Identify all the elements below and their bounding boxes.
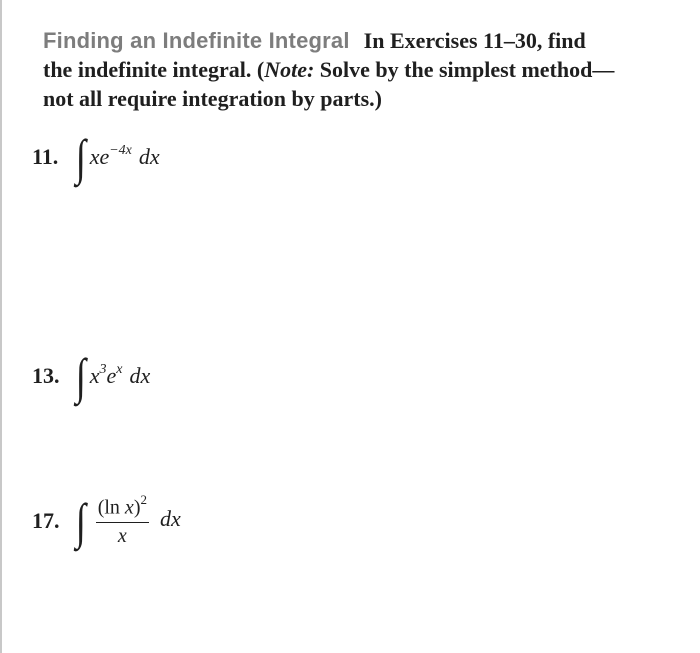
integral-sign-icon: ∫ xyxy=(75,493,86,549)
differential: dx xyxy=(129,363,151,388)
exercise-17 xyxy=(32,491,181,551)
fraction xyxy=(96,494,149,548)
exercise-number: 11. xyxy=(32,144,59,169)
instructions-line-3: not all require integration by parts.) xyxy=(43,86,382,111)
instructions-line-2b: Solve by the simplest method— xyxy=(314,57,615,82)
note-label: Note: xyxy=(264,57,315,82)
fraction-numerator: (ln x)$^2$ xyxy=(96,494,149,523)
page-left-edge xyxy=(0,0,2,653)
differential: dx xyxy=(159,506,181,532)
section-header xyxy=(43,26,663,113)
integrand: $x^3e^x$ dx xyxy=(89,361,151,388)
fraction-denominator: x xyxy=(117,524,127,547)
differential: dx xyxy=(138,144,160,169)
instructions-line-2a: the indefinite integral. ( xyxy=(43,57,265,82)
exercise-number: 13. xyxy=(32,363,60,388)
instructions-line-1: In Exercises 11–30, find xyxy=(363,28,586,53)
integral-sign-icon: ∫ xyxy=(75,129,86,185)
exercise-number: 17. xyxy=(32,508,60,533)
integrand: $xe^{-4x}$ dx xyxy=(89,142,160,169)
section-heading: Finding an Indefinite Integral xyxy=(43,28,350,53)
exercise-11 xyxy=(32,127,160,187)
integral-sign-icon: ∫ xyxy=(75,348,86,404)
exercise-13 xyxy=(32,346,150,406)
integrand xyxy=(90,494,181,548)
